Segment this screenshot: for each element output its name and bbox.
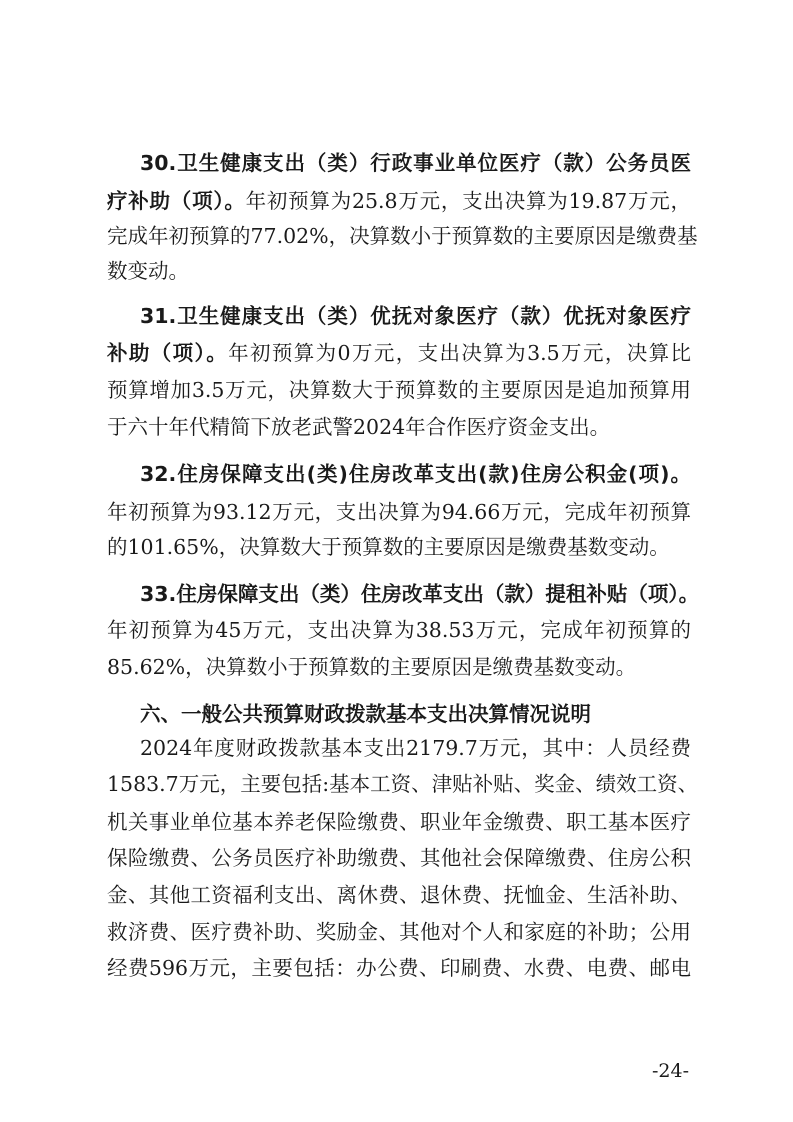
body-text: 85.62%，决算数小于预算数的主要原因是缴费基数变动。 <box>107 655 637 679</box>
body-text: 数变动。 <box>107 259 189 283</box>
text-line <box>107 150 691 176</box>
page-number: -24- <box>652 1060 690 1082</box>
body-text: 年初预算为25.8万元，支出决算为19.87万元， <box>245 189 691 213</box>
text-line <box>107 377 691 403</box>
text-line <box>107 303 691 329</box>
text-line <box>107 499 691 525</box>
body-text: 的101.65%，决算数大于预算数的主要原因是缴费基数变动。 <box>107 535 670 559</box>
bold-heading: 30.卫生健康支出（类）行政事业单位医疗（款）公务员医 <box>140 151 691 175</box>
body-text: 2024年度财政拨款基本支出2179.7万元，其中：人员经费 <box>140 736 691 760</box>
body-text: 预算增加3.5万元，决算数大于预算数的主要原因是追加预算用 <box>107 378 691 402</box>
body-text: 救济费、医疗费补助、奖励金、其他对个人和家庭的补助；公用 <box>107 920 691 944</box>
body-text: 经费596万元，主要包括：办公费、印刷费、水费、电费、邮电 <box>107 956 691 980</box>
text-line <box>107 340 691 366</box>
body-text: 完成年初预算的77.02%，决算数小于预算数的主要原因是缴费基 <box>107 224 698 248</box>
text-line <box>107 534 691 560</box>
text-line <box>107 955 691 981</box>
text-line <box>107 919 691 945</box>
text-line <box>107 581 700 607</box>
text-line <box>107 771 699 797</box>
text-line <box>107 414 691 440</box>
text-line <box>107 809 691 835</box>
body-text: 1583.7万元，主要包括:基本工资、津贴补贴、奖金、绩效工资、 <box>107 772 699 796</box>
text-line <box>107 461 691 487</box>
body-text: 年初预算为0万元，支出决算为3.5万元，决算比 <box>228 341 692 365</box>
bold-heading: 32.住房保障支出(类)住房改革支出(款)住房公积金(项)。 <box>140 462 691 486</box>
body-text: 金、其他工资福利支出、离休费、退休费、抚恤金、生活补助、 <box>107 883 691 907</box>
body-text: 机关事业单位基本养老保险缴费、职业年金缴费、职工基本医疗 <box>107 810 691 834</box>
text-line <box>107 735 691 761</box>
bold-heading: 补助（项）。 <box>107 341 229 365</box>
bold-heading: 33.住房保障支出（类）住房改革支出（款）提租补贴（项）。 <box>140 582 700 606</box>
body-text: 保险缴费、公务员医疗补助缴费、其他社会保障缴费、住房公积 <box>107 846 691 870</box>
text-line <box>107 258 691 284</box>
body-text: 年初预算为45万元，支出决算为38.53万元，完成年初预算的 <box>107 618 691 642</box>
text-line <box>107 882 691 908</box>
text-line <box>107 223 698 249</box>
bold-heading: 六、一般公共预算财政拨款基本支出决算情况说明 <box>140 702 591 726</box>
text-line <box>107 617 691 643</box>
bold-heading: 疗补助（项）。 <box>107 189 246 213</box>
body-text: 于六十年代精简下放老武警2024年合作医疗资金支出。 <box>107 415 611 439</box>
text-line <box>107 701 691 727</box>
body-text: 年初预算为93.12万元，支出决算为94.66万元，完成年初预算 <box>107 500 691 524</box>
text-line <box>107 188 691 214</box>
text-line <box>107 654 691 680</box>
text-line <box>107 845 691 871</box>
bold-heading: 31.卫生健康支出（类）优抚对象医疗（款）优抚对象医疗 <box>140 304 691 328</box>
